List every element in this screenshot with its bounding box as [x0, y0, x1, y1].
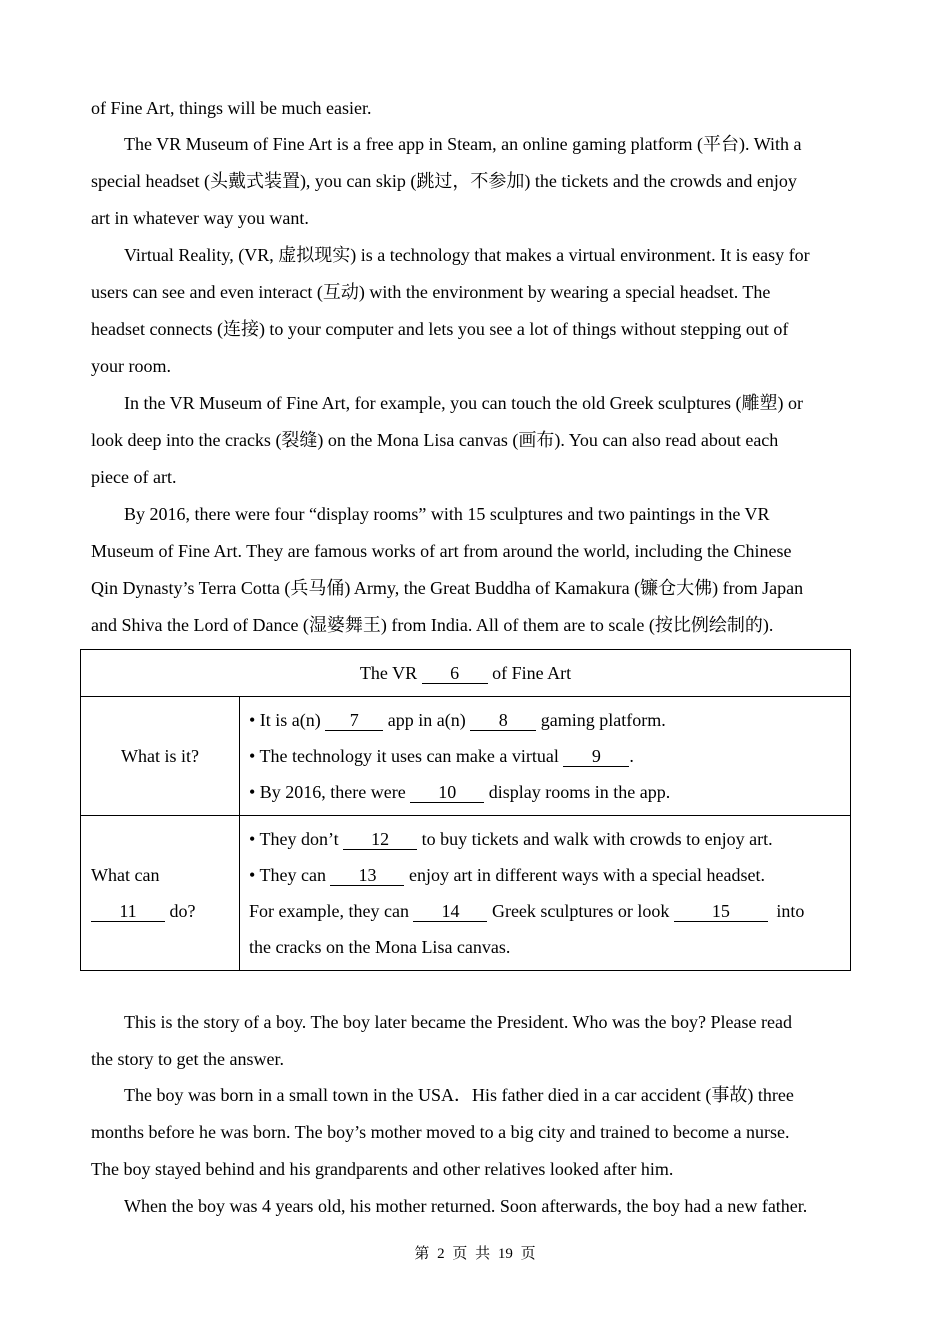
answer-blank-11[interactable]: 11	[91, 902, 165, 922]
passage-line: Virtual Reality, (VR, 虚拟现实) is a technology that makes a virtual environment. It is easy for	[124, 245, 810, 265]
passage-line: the story to get the answer.	[91, 1049, 284, 1069]
passage-line: special headset (头戴式装置), you can skip (跳过，不参加) the tickets and the crowds and enjoy	[91, 171, 797, 191]
answer-blank-6[interactable]: 6	[422, 664, 488, 684]
passage-line: When the boy was 4 years old, his mother returned. Soon afterwards, the boy had a new father.	[124, 1196, 808, 1216]
passage-line: months before he was born. The boy’s mother moved to a big city and trained to become a nurse.	[91, 1122, 790, 1142]
answer-blank-7[interactable]: 7	[325, 711, 383, 731]
passage-line: of Fine Art, things will be much easier.	[91, 98, 372, 118]
content-line: • They can 13 enjoy art in different ways with a special headset.	[249, 865, 765, 885]
passage-line: piece of art.	[91, 467, 177, 487]
page-footer: 第 2 页 共 19 页	[414, 1246, 536, 1262]
passage-line: users can see and even interact (互动) with the environment by wearing a special headset. The	[91, 282, 771, 302]
table-title-row	[81, 650, 851, 697]
row-label-what-is-it: What is it?	[81, 697, 240, 816]
content-line: • It is a(n) 7 app in a(n) 8 gaming platform.	[249, 710, 666, 730]
content-line: • By 2016, there were 10 display rooms in the app.	[249, 782, 671, 802]
passage-line: art in whatever way you want.	[91, 208, 309, 228]
answer-blank-12[interactable]: 12	[343, 830, 417, 850]
passage-line: Qin Dynasty’s Terra Cotta (兵马俑) Army, the Great Buddha of Kamakura (镰仓大佛) from Japan	[91, 578, 804, 598]
passage-line: The boy stayed behind and his grandparents and other relatives looked after him.	[91, 1159, 674, 1179]
answer-blank-8[interactable]: 8	[470, 711, 536, 731]
table-title: The VR 6 of Fine Art	[81, 650, 851, 697]
passage-line: and Shiva the Lord of Dance (湿婆舞王) from India. All of them are to scale (按比例绘制的).	[91, 615, 774, 635]
answer-blank-13[interactable]: 13	[330, 866, 404, 886]
passage-line: By 2016, there were four “display rooms” with 15 sculptures and two paintings in the VR	[124, 504, 770, 524]
content-line: • They don’t 12 to buy tickets and walk with crowds to enjoy art.	[249, 829, 773, 849]
passage-line: headset connects (连接) to your computer and lets you see a lot of things without stepping out of	[91, 319, 789, 339]
answer-blank-9[interactable]: 9	[563, 747, 629, 767]
passage-line: In the VR Museum of Fine Art, for example, you can touch the old Greek sculptures (雕塑) or	[124, 393, 804, 413]
content-line: • The technology it uses can make a virtual 9 .	[249, 746, 634, 766]
content-line: the cracks on the Mona Lisa canvas.	[249, 937, 511, 957]
summary-table	[80, 649, 851, 971]
passage-line: This is the story of a boy. The boy later became the President. Who was the boy? Please read	[124, 1012, 792, 1032]
answer-blank-15[interactable]: 15	[674, 902, 768, 922]
row-content	[240, 697, 851, 816]
passage-line: The VR Museum of Fine Art is a free app in Steam, an online gaming platform (平台). With a	[124, 134, 802, 154]
passage-line: Museum of Fine Art. They are famous works of art from around the world, including the Chinese	[91, 541, 792, 561]
passage-line: The boy was born in a small town in the USA．His father died in a car accident (事故) three	[124, 1085, 794, 1105]
content-line: For example, they can 14 Greek sculptures or look 15 into	[249, 901, 805, 921]
passage-line: look deep into the cracks (裂缝) on the Mona Lisa canvas (画布). You can also read about each	[91, 430, 779, 450]
answer-blank-14[interactable]: 14	[413, 902, 487, 922]
table-row	[81, 697, 851, 816]
row-label-what-can: What can 11 do?	[81, 816, 240, 971]
row-content	[240, 816, 851, 971]
table-row	[81, 816, 851, 971]
answer-blank-10[interactable]: 10	[410, 783, 484, 803]
passage-line: your room.	[91, 356, 171, 376]
